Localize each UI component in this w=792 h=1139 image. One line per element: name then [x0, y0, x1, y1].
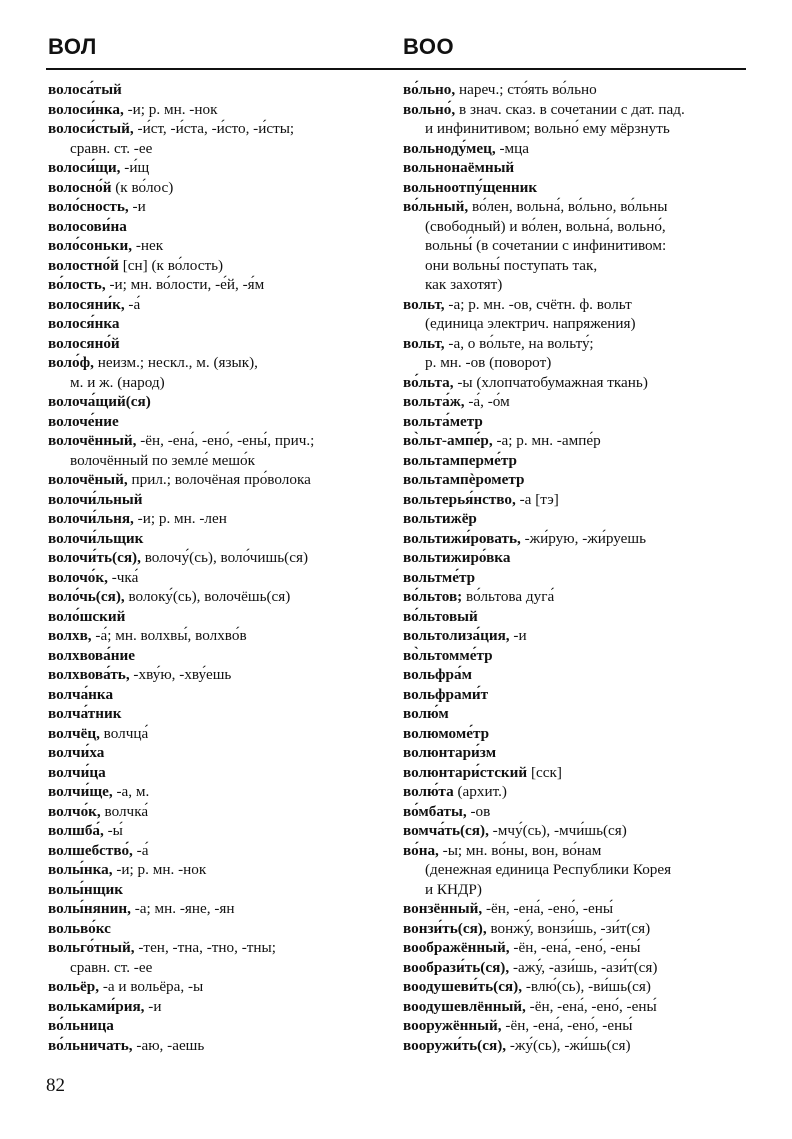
dictionary-entry: [403, 821, 753, 841]
headword: во̀льт-ампе́р,: [403, 432, 493, 449]
headword: вольфрами́т: [403, 685, 489, 703]
entry-body: волчка́: [100, 802, 149, 820]
headword: вольтме́тр: [403, 568, 476, 586]
headword: во́льный,: [403, 198, 469, 215]
headword: волочи́льщик: [48, 529, 144, 547]
dictionary-entry: [403, 763, 753, 783]
entry-body: -и: [128, 198, 146, 215]
headword: волхвова́ние: [48, 646, 135, 664]
headword: во́льтов;: [403, 588, 463, 605]
headword: воло́соньки,: [48, 237, 133, 254]
headword: вонзи́ть(ся),: [403, 919, 487, 937]
dictionary-entry: [48, 763, 388, 783]
entry-continuation: [403, 236, 753, 256]
entry-body: нареч.; сто́ять во́льно: [455, 81, 597, 98]
entry-body: -мчу́(сь), -мчи́шь(ся): [488, 822, 627, 839]
dictionary-entry: [48, 724, 388, 744]
entry-body: (денежная единица Республики Корея: [425, 861, 672, 878]
entry-body: сравн. ст. -ее: [70, 958, 153, 976]
entry-body: во́лен, вольна́, во́льно, во́льны: [468, 198, 668, 215]
headword: вольнонаёмный: [403, 159, 515, 176]
entry-body: -и: [509, 627, 527, 644]
headword: вомча́ть(ся),: [403, 822, 489, 839]
headword: волшба́,: [48, 822, 104, 839]
headword: во́льничать,: [48, 1036, 133, 1054]
headword: волы́нщик: [48, 880, 123, 898]
dictionary-entry: [403, 490, 753, 510]
entry-body: -а и вольёра, -ы: [99, 978, 204, 995]
dictionary-entry: [48, 197, 388, 217]
entry-body: -а; мн. -яне, -ян: [130, 900, 235, 917]
headword: волча́тник: [48, 705, 122, 722]
dictionary-entry: [48, 938, 388, 958]
headword: воодушевлённый,: [403, 997, 526, 1015]
entry-body: -и; р. мн. -нок: [112, 861, 207, 878]
dictionary-entry: [403, 392, 753, 412]
dictionary-entry: [48, 100, 388, 120]
headword: во́льта,: [403, 373, 454, 391]
entry-body: -а; р. мн. -ов, счётн. ф. вольт: [444, 295, 632, 313]
entry-body: -хву́ю, -хву́ешь: [129, 666, 232, 683]
entry-body: они вольны́ поступать так,: [425, 256, 598, 274]
headword: вольтижи́ровать,: [403, 529, 521, 547]
dictionary-entry: [403, 139, 753, 159]
dictionary-entry: [48, 860, 388, 880]
page-number: 82: [46, 1075, 65, 1096]
entry-body: -а́: [124, 295, 141, 313]
entry-body: в знач. сказ. в сочетании с дат. пад.: [455, 100, 685, 118]
headword: во́мбаты,: [403, 802, 467, 820]
headword: вольфра́м: [403, 666, 472, 683]
dictionary-entry: [403, 958, 753, 978]
entry-body: -аю, -аешь: [132, 1036, 205, 1054]
dictionary-entry: [48, 1036, 388, 1056]
dictionary-entry: [48, 997, 388, 1017]
dictionary-entry: [48, 802, 388, 822]
entry-body: во́льтова дуга́: [462, 588, 555, 605]
entry-continuation: [403, 880, 753, 900]
entry-continuation: [403, 353, 753, 373]
entry-body: -а [тэ]: [515, 490, 559, 508]
headword: во́льница: [48, 1017, 114, 1034]
entry-continuation: [48, 139, 388, 159]
dictionary-entry: [403, 334, 753, 354]
headword: воодушеви́ть(ся),: [403, 978, 523, 995]
dictionary-entry: [48, 626, 388, 646]
entry-continuation: [48, 451, 388, 471]
dictionary-entry: [403, 451, 753, 471]
entry-body: -а, м.: [112, 783, 150, 800]
headword: волоси́щи,: [48, 159, 121, 176]
headword: волоче́ние: [48, 412, 119, 430]
headword: воло́шский: [48, 607, 126, 625]
dictionary-entry: [48, 880, 388, 900]
entry-body: -ажу́, -ази́шь, -ази́т(ся): [509, 958, 658, 976]
dictionary-entry: [403, 607, 753, 627]
dictionary-entry: [48, 899, 388, 919]
dictionary-entry: [403, 548, 753, 568]
entry-body: [сск]: [527, 763, 562, 781]
entry-body: -и: [144, 997, 162, 1015]
headword: волосови́на: [48, 217, 127, 235]
dictionary-entry: [48, 607, 388, 627]
entry-body: -а; р. мн. -ампе́р: [492, 432, 601, 449]
headword: вольво́кс: [48, 919, 111, 937]
dictionary-entry: [48, 1016, 388, 1036]
entry-body: -ён, -ена́, -ено́, -ены́: [482, 900, 614, 917]
headword: вооружи́ть(ся),: [403, 1036, 507, 1054]
dictionary-entry: [48, 743, 388, 763]
dictionary-entry: [48, 821, 388, 841]
entry-body: -и; мн. во́лости, -е́й, -я́м: [105, 276, 265, 293]
dictionary-entry: [403, 568, 753, 588]
dictionary-entry: [48, 353, 388, 373]
entry-body: -жу́(сь), -жи́шь(ся): [506, 1036, 631, 1054]
dictionary-entry: [403, 373, 753, 393]
entry-body: волочённый по земле́ мешо́к: [70, 451, 256, 469]
headword: волося́нка: [48, 315, 120, 332]
left-column: [48, 80, 388, 1055]
dictionary-entry: [403, 80, 753, 100]
headword: волочённый,: [48, 432, 137, 449]
entry-body: р. мн. -ов (поворот): [425, 354, 552, 371]
running-head-left: ВОЛ: [48, 34, 97, 59]
entry-continuation: [403, 860, 753, 880]
entry-body: -а́; мн. волхвы́, волхво́в: [91, 627, 247, 644]
headword: волоси́стый,: [48, 120, 134, 137]
entry-body: прил.; волочёная про́волока: [127, 471, 311, 488]
headword: волосно́й: [48, 178, 112, 196]
entry-body: и КНДР): [425, 880, 482, 898]
entry-continuation: [403, 275, 753, 295]
entry-continuation: [403, 217, 753, 237]
entry-body: (свободный) и во́лен, вольна́, вольно́,: [425, 217, 666, 235]
dictionary-entry: [403, 470, 753, 490]
dictionary-entry: [403, 100, 753, 120]
headword: волочи́льный: [48, 490, 143, 508]
dictionary-entry: [48, 314, 388, 334]
dictionary-entry: [48, 704, 388, 724]
dictionary-entry: [403, 977, 753, 997]
dictionary-entry: [48, 568, 388, 588]
entry-body: неизм.; нескл., м. (язык),: [93, 354, 258, 371]
dictionary-entry: [403, 626, 753, 646]
entry-continuation: [403, 119, 753, 139]
dictionary-entry: [48, 392, 388, 412]
entry-body: волоку́(сь), волочёшь(ся): [124, 588, 291, 605]
entry-body: -ён, -ена́, -ено́, -ены́, прич.;: [136, 432, 315, 449]
entry-body: сравн. ст. -ее: [70, 139, 153, 157]
dictionary-entry: [403, 841, 753, 861]
entry-body: вольны́ (в сочетании с инфинитивом:: [425, 237, 667, 254]
dictionary-entry: [403, 431, 753, 451]
headword: волхвова́ть,: [48, 666, 130, 683]
headword: воло́ф,: [48, 354, 94, 371]
entry-body: как захотят): [425, 276, 503, 293]
dictionary-entry: [48, 217, 388, 237]
headword: волюнтари́зм: [403, 744, 497, 761]
entry-body: -ы (хлопчатобумажная ткань): [453, 373, 648, 391]
dictionary-entry: [48, 587, 388, 607]
dictionary-entry: [403, 802, 753, 822]
entry-continuation: [403, 256, 753, 276]
headword: вольно́,: [403, 100, 456, 118]
entry-continuation: [48, 373, 388, 393]
dictionary-entry: [48, 412, 388, 432]
entry-body: -жи́рую, -жи́руешь: [520, 529, 647, 547]
entry-body: -и́щ: [120, 159, 150, 176]
headword: вольноду́мец,: [403, 139, 496, 157]
dictionary-entry: [403, 997, 753, 1017]
headword: вольтамперме́тр: [403, 451, 517, 469]
dictionary-entry: [48, 334, 388, 354]
dictionary-entry: [48, 685, 388, 705]
dictionary-entry: [403, 178, 753, 198]
entry-body: м. и ж. (народ): [70, 373, 165, 391]
dictionary-entry: [48, 119, 388, 139]
dictionary-entry: [403, 646, 753, 666]
dictionary-entry: [48, 158, 388, 178]
dictionary-entry: [48, 529, 388, 549]
dictionary-entry: [48, 275, 388, 295]
headword: волчи́ха: [48, 744, 105, 761]
dictionary-entry: [48, 841, 388, 861]
headword: во́на,: [403, 841, 439, 859]
dictionary-entry: [403, 1016, 753, 1036]
dictionary-entry: [48, 470, 388, 490]
dictionary-entry: [48, 431, 388, 451]
entry-body: и инфинитивом; вольно́ ему мёрзнуть: [425, 120, 670, 137]
entry-body: -мца: [495, 139, 530, 157]
entry-body: -ён, -ена́, -ено́, -ены́: [501, 1017, 633, 1034]
headword: вольёр,: [48, 978, 100, 995]
dictionary-entry: [403, 197, 753, 217]
entry-body: -а́, -о́м: [464, 393, 510, 410]
dictionary-entry: [48, 977, 388, 997]
dictionary-entry: [403, 509, 753, 529]
entry-body: -ы́: [103, 822, 123, 839]
entry-body: волчца́: [99, 724, 149, 742]
headword: вольт,: [403, 334, 445, 352]
dictionary-entry: [48, 548, 388, 568]
entry-body: -а́: [132, 841, 149, 859]
entry-body: -влю́(сь), -ви́шь(ся): [522, 978, 651, 995]
headword: волю́та: [403, 783, 454, 800]
headword: вольт,: [403, 295, 445, 313]
dictionary-entry: [48, 236, 388, 256]
dictionary-entry: [48, 178, 388, 198]
entry-body: -и́ст, -и́ста, -и́сто, -и́сты;: [133, 120, 295, 137]
headword: во́лость,: [48, 276, 106, 293]
dictionary-entry: [403, 529, 753, 549]
headword: волчёц,: [48, 724, 100, 742]
dictionary-entry: [403, 938, 753, 958]
dictionary-entry: [403, 743, 753, 763]
headword: волы́нка,: [48, 861, 113, 878]
entry-body: -ён, -ена́, -ено́, -ены́: [509, 939, 641, 956]
headword: вольтерья́нство,: [403, 490, 516, 508]
headword: во́льно,: [403, 81, 456, 98]
headword: волчи́ца: [48, 763, 106, 781]
entry-body: (единица электрич. напряжения): [425, 315, 636, 332]
entry-body: -и; р. мн. -нок: [123, 100, 218, 118]
entry-continuation: [403, 314, 753, 334]
headword: волю́м: [403, 705, 449, 722]
headword: вольтолиза́ция,: [403, 627, 510, 644]
dictionary-entry: [403, 704, 753, 724]
dictionary-entry: [48, 256, 388, 276]
headword: вольтижиро́вка: [403, 549, 511, 566]
headword: вольноотпу́щенник: [403, 178, 538, 196]
headword: волочо́к,: [48, 568, 108, 586]
entry-body: -а, о во́льте, на вольту́;: [444, 334, 594, 352]
headword: во̀льтомме́тр: [403, 646, 493, 664]
headword: воло́чь(ся),: [48, 588, 125, 605]
entry-body: вонжу́, вонзи́шь, -зи́т(ся): [486, 919, 651, 937]
headword: волостно́й: [48, 256, 119, 274]
headword: волча́нка: [48, 685, 114, 703]
headword: волоса́тый: [48, 81, 122, 98]
headword: волочёный,: [48, 471, 128, 488]
dictionary-entry: [403, 685, 753, 705]
headword: вольта́метр: [403, 412, 483, 430]
headword: вонзённый,: [403, 900, 483, 917]
headword: вольтижёр: [403, 510, 477, 527]
headword: вообрази́ть(ся),: [403, 958, 510, 976]
headword: воло́сность,: [48, 198, 129, 215]
entry-body: (архит.): [453, 783, 507, 800]
dictionary-entry: [48, 782, 388, 802]
header-rule: [46, 68, 746, 70]
right-column: [403, 80, 753, 1055]
dictionary-entry: [403, 412, 753, 432]
dictionary-entry: [403, 724, 753, 744]
headword: волхв,: [48, 627, 92, 644]
dictionary-entry: [48, 490, 388, 510]
entry-body: -ён, -ена́, -ено́, -ены́: [525, 997, 657, 1015]
headword: волчи́ще,: [48, 783, 113, 800]
entry-body: [сн] (к во́лость): [118, 256, 224, 274]
dictionary-entry: [48, 646, 388, 666]
headword: волы́нянин,: [48, 900, 131, 917]
dictionary-entry: [403, 919, 753, 939]
headword: во́льтовый: [403, 607, 478, 625]
headword: вооружённый,: [403, 1017, 502, 1034]
headword: волшебство́,: [48, 841, 133, 859]
dictionary-entry: [48, 919, 388, 939]
entry-body: -чка́: [107, 568, 139, 586]
entry-body: волочу́(сь), воло́чишь(ся): [140, 549, 309, 566]
dictionary-entry: [403, 1036, 753, 1056]
dictionary-entry: [403, 899, 753, 919]
headword: волочи́льня,: [48, 510, 134, 527]
entry-continuation: [48, 958, 388, 978]
dictionary-entry: [403, 587, 753, 607]
entry-body: -ы; мн. во́ны, вон, во́нам: [438, 841, 602, 859]
dictionary-entry: [48, 295, 388, 315]
headword: вольками́рия,: [48, 997, 145, 1015]
entry-body: -ов: [466, 802, 491, 820]
running-head-right: ВОО: [403, 34, 455, 59]
headword: вольтампѐрометр: [403, 471, 525, 488]
headword: волюмоме́тр: [403, 724, 490, 742]
dictionary-entry: [403, 665, 753, 685]
entry-body: -и; р. мн. -лен: [133, 510, 227, 527]
headword: вольта́ж,: [403, 393, 465, 410]
headword: волюнтари́стский: [403, 763, 528, 781]
dictionary-entry: [403, 158, 753, 178]
dictionary-entry: [48, 665, 388, 685]
entry-body: (к во́лос): [111, 178, 174, 196]
dictionary-entry: [403, 295, 753, 315]
headword: вольго́тный,: [48, 939, 135, 956]
headword: волосяно́й: [48, 334, 120, 352]
dictionary-entry: [48, 509, 388, 529]
headword: волосяни́к,: [48, 295, 125, 313]
headword: волоча́щий(ся): [48, 393, 151, 410]
dictionary-entry: [48, 80, 388, 100]
dictionary-entry: [403, 782, 753, 802]
entry-body: -нек: [132, 237, 164, 254]
headword: волоси́нка,: [48, 100, 124, 118]
headword: волчо́к,: [48, 802, 101, 820]
headword: воображённый,: [403, 939, 510, 956]
entry-body: -тен, -тна, -тно, -тны;: [134, 939, 276, 956]
headword: волочи́ть(ся),: [48, 549, 141, 566]
